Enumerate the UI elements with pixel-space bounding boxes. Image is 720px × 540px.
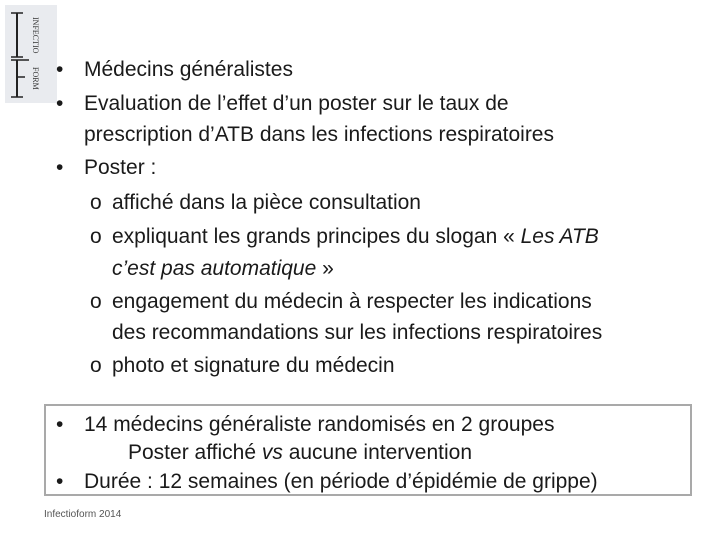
sub-bullet-marker: o <box>90 191 102 214</box>
bullet-marker: • <box>56 92 64 115</box>
sub-bullet-text-3: engagement du médecin à respecter les indications <box>112 290 592 313</box>
box-line-3: Durée : 12 semaines (en période d’épidémie de grippe) <box>84 470 598 493</box>
sub-bullet-text-2a: expliquant les grands principes du slogan « <box>112 225 521 248</box>
bullet-marker: • <box>56 413 64 436</box>
bullet-marker: • <box>56 156 64 179</box>
box-line-2-vs: vs <box>261 441 283 464</box>
slogan-part-2: c’est pas automatique <box>112 257 317 280</box>
sub-bullet-text-3-cont: des recommandations sur les infections respiratoires <box>112 321 603 344</box>
logo-word-top: INFECTIO <box>31 17 40 54</box>
box-line-2b: aucune intervention <box>282 441 472 464</box>
slogan-close: » <box>316 257 334 280</box>
sub-bullet-marker: o <box>90 354 102 377</box>
slogan-part-1: Les ATB <box>520 225 599 248</box>
box-line-2a: Poster affiché <box>128 441 262 464</box>
sub-bullet-marker: o <box>90 290 102 313</box>
sub-bullet-text-2-cont <box>112 252 334 285</box>
bullet-text-2-cont: prescription d’ATB dans les infections respiratoires <box>84 123 554 146</box>
infectioform-logo <box>5 5 57 103</box>
bullet-text-3: Poster : <box>84 156 157 179</box>
logo-word-bottom: FORM <box>31 67 40 90</box>
footer-text: Infectioform 2014 <box>44 509 122 520</box>
bullet-text-2: Evaluation de l’effet d’un poster sur le taux de <box>84 92 509 115</box>
sub-bullet-text-4: photo et signature du médecin <box>112 354 395 377</box>
bullet-text-1: Médecins généralistes <box>84 58 293 81</box>
sub-bullet-text-1: affiché dans la pièce consultation <box>112 191 421 214</box>
bullet-marker: • <box>56 470 64 493</box>
bullet-marker: • <box>56 58 64 81</box>
sub-bullet-marker: o <box>90 225 102 248</box>
sub-bullet-text-2 <box>112 220 599 253</box>
box-line-1: 14 médecins généraliste randomisés en 2 groupes <box>84 413 555 436</box>
